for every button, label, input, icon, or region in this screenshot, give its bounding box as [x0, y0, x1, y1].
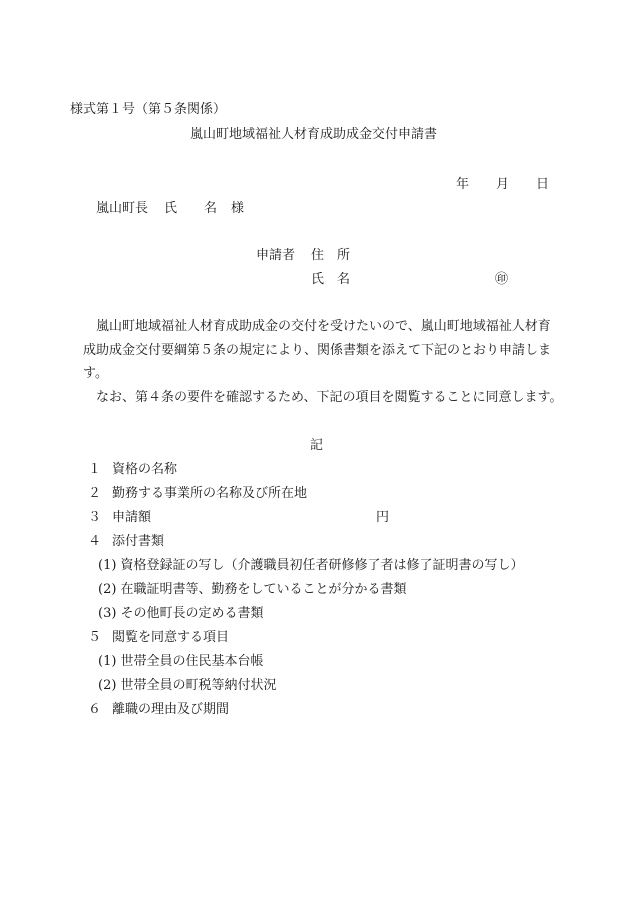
ki-heading: 記	[310, 438, 324, 453]
item-6-number: ６	[88, 702, 102, 717]
body-paragraph-1-line-1: 嵐山町地域福祉人材育成助成金の交付を受けたいので、嵐山町地域福祉人材育	[96, 319, 551, 334]
item-3-unit: 円	[376, 510, 390, 525]
date-year-label: 年	[456, 177, 470, 192]
item-3-label: 申請額	[112, 510, 152, 525]
attachment-item-2: (2) 在職証明書等、勤務をしていることが分かる書類	[98, 582, 407, 597]
item-3-number: ３	[88, 510, 102, 525]
consent-item-1: (1) 世帯全員の住民基本台帳	[98, 654, 264, 669]
item-6-label: 離職の理由及び期間	[112, 702, 230, 717]
name-label-1: 氏	[311, 272, 325, 287]
date-day-label: 日	[536, 177, 550, 192]
address-label-2: 所	[337, 248, 351, 263]
body-paragraph-2: なお、第４条の要件を確認するため、下記の項目を閲覧することに同意します。	[96, 390, 563, 405]
item-5-number: ５	[88, 630, 102, 645]
item-1-number: １	[88, 462, 102, 477]
item-1-label: 資格の名称	[112, 462, 178, 477]
form-number: 様式第１号（第５条関係）	[70, 102, 227, 117]
item-2-label: 勤務する事業所の名称及び所在地	[112, 486, 308, 501]
addressee-sama: 様	[231, 201, 245, 216]
item-5-label: 閲覧を同意する項目	[112, 630, 230, 645]
addressee-mei: 名	[204, 201, 218, 216]
addressee-shi: 氏	[164, 201, 178, 216]
body-paragraph-1-line-3: す。	[83, 366, 108, 381]
form-title: 嵐山町地域福祉人材育成助成金交付申請書	[190, 127, 438, 142]
attachment-item-3: (3) その他町長の定める書類	[98, 606, 264, 621]
applicant-label: 申請者	[256, 248, 296, 263]
name-label-2: 名	[337, 272, 351, 287]
consent-item-2: (2) 世帯全員の町税等納付状況	[98, 678, 277, 693]
seal-mark: ㊞	[495, 272, 509, 287]
item-4-number: ４	[88, 534, 102, 549]
date-month-label: 月	[496, 177, 510, 192]
body-paragraph-1-line-2: 成助成金交付要綱第５条の規定により、関係書類を添えて下記のとおり申請しま	[83, 343, 552, 358]
item-4-label: 添付書類	[112, 534, 165, 549]
item-2-number: ２	[88, 486, 102, 501]
addressee-name: 嵐山町長	[96, 201, 149, 216]
attachment-item-1: (1) 資格登録証の写し（介護職員初任者研修修了者は修了証明書の写し）	[98, 558, 524, 573]
address-label-1: 住	[311, 248, 325, 263]
